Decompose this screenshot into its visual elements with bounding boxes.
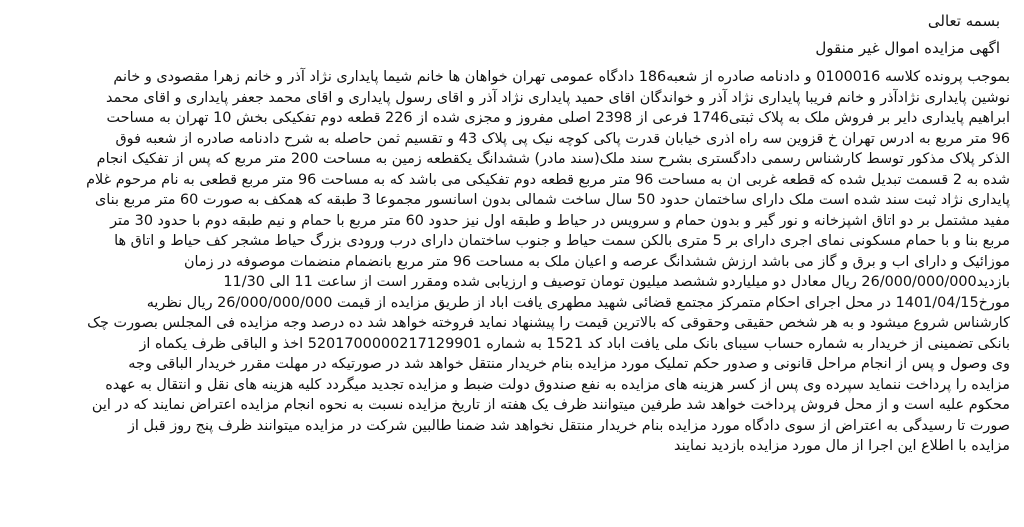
body-line: صورت تا رسیدگی به اعتراض از سوی دادگاه مورد مزایده بنام خریدار منتقل نخواهد شد ضمنا طالبین شرکت در مزایده میتوانند ظرف پنج روز قبل از (127, 417, 1010, 434)
notice-body (14, 67, 1010, 457)
body-line: موزائیک و دارای اب و برق و گاز می باشد ارزش ششدانگ عرصه و اعیان ملک به مساحت 96 متر مربع بانضمام منضمات موصوفه در زمان (183, 253, 1010, 270)
body-line: بازدید26/000/000/000 ریال معادل دو میلیاردو ششصد میلیون تومان توصیف و ارزیابی شده ومقرر است از ساعت 11 الی 11/30 (223, 274, 1010, 290)
body-line: الذکر پلاک مذکور توسط کارشناس رسمی دادگستری بشرح سند ملک(سند مادر) ششدانگ یکقطعه زمین به مساحت 200 متر مربع که پس از تفکیک انجام (96, 151, 1010, 167)
body-line: مفید مشتمل بر دو اتاق اشپزخانه و نور گیر و بدون حمام و سرویس در حیاط و طبقه اول نیز حدود 60 متر مربع با حمام و نیم طبقه دوم با حدود 30 متر (110, 212, 1010, 229)
body-line: نوشین پایداری نژادآذر و خانم فریبا پایداری نژاد آذر و خواندگان اقای حمید پایداری نژاد آذر و اقای رسول پایداری و اقای محمد جعفر پایداری و اقای محمد (106, 89, 1010, 106)
body-line: 96 متر مربع به ادرس تهران خ قزوین سه راه اذری خیابان قدرت پاکی کوچه نیک پی پلاک 43 و تقسیم ثمن حاصله به شرح دادنامه صادره از شعبه فوق (115, 130, 1010, 147)
body-line: مورخ1401/04/15 در محل اجرای احکام متمرکز مجتمع قضائی شهید مطهری یافت اباد از طریق مزایده از قیمت 26/000/000/000 ریال نظریه (146, 294, 1010, 311)
body-line: کارشناس شروع میشود و به هر شخص حقیقی وحقوقی که بالاترین قیمت را پیشنهاد نماید فروخته خواهد شد ده درصد وجه مزایده فی المجلس بصورت چک (87, 315, 1010, 331)
invocation-heading: بسمه تعالی (927, 12, 1000, 30)
body-line: مزایده را پرداخت ننماید سپرده وی پس از کسر هزینه های مزایده به نفع صندوق دولت ضبط و مزایده تجدید میگردد کلیه هزینه های نقل و انتقال به عهده (105, 376, 1010, 393)
body-line: بموجب پرونده کلاسه 0100016 و دادنامه صادره از شعبه186 دادگاه عمومی تهران خواهان ها خانم شیما پایداری نژاد آذر و خانم زهرا مقصودی و خانم (113, 69, 1010, 85)
body-line: ابراهیم پایداری دایر بر فروش ملک به پلاک ثبتی1746 فرعی از 2398 اصلی مفروز و مجزی شده از 226 قطعه دوم تفکیکی بخش 10 تهران به مساحت (106, 110, 1010, 126)
body-line: شده به 2 قسمت تبدیل شده که قطعه غربی ان به مساحت 96 متر مربع قطعه دوم تفکیکی می باشد که به مساحت 96 متر مربع قطعی به نام مرحوم غلام (86, 171, 1010, 188)
notice-title: اگهی مزایده اموال غیر منقول (815, 39, 1000, 57)
body-line: مربع بنا و با حمام مسکونی نمای اجری دارای بر 5 متری بالکن سمت حیاط و جنوب ساختمان دارای درب ورودی بزرگ حیاط مشجر کف حیاط و اتاق ها (114, 233, 1010, 249)
body-line: مزایده با اطلاع این اجرا از مال مورد مزایده بازدید نمایند (674, 438, 1010, 454)
body-line: بانکی تضمینی از خریدار به شماره حساب سیبای بانک ملی یافت اباد کد 1521 به شماره 5201700000217129901 اخذ و الباقی ظرف یکماه از (139, 335, 1010, 352)
body-line: وی وصول و پس از انجام مراحل قانونی و صدور حکم تملیک مورد مزایده بنام خریدار منتقل خواهد شد در صورتیکه در مهلت مقرر خریدار الباقی وجه (128, 356, 1010, 372)
body-line: پایداری نژاد ثبت سند شده است ملک دارای ساختمان حدود 50 سال ساخت شمالی بدون اسانسور مجموعا 3 طبقه که همکف به صورت 60 متر مربع بنای (94, 192, 1010, 208)
body-line: محکوم علیه است و از محل فروش پرداخت خواهد شد طرفین میتوانند ظرف یک هفته از تاریخ مزایده نسبت به نحوه انجام مزایده اعتراض نمایند که در این (91, 397, 1010, 413)
